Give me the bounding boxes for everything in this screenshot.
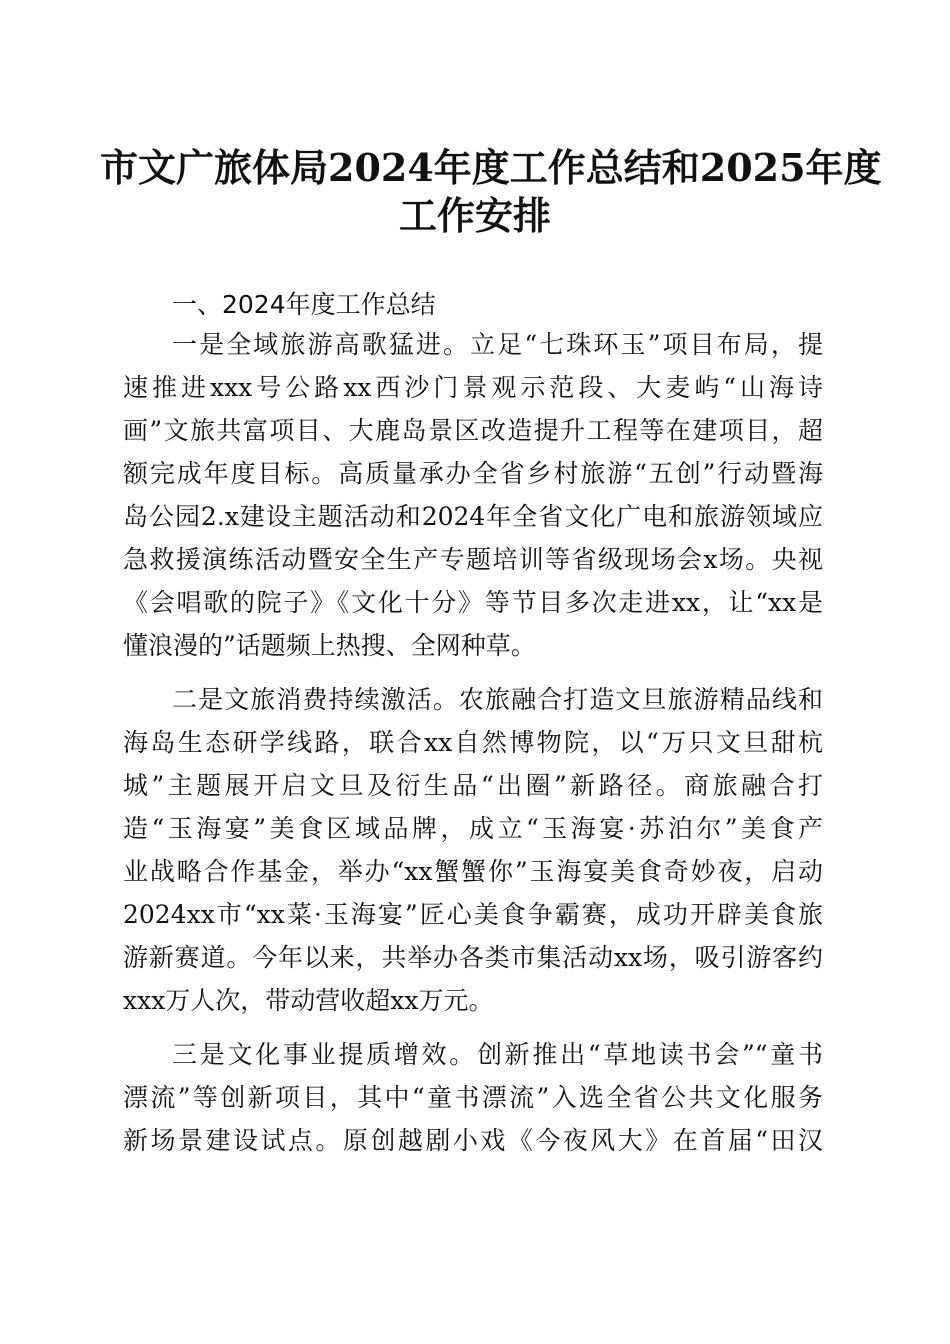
paragraph-line: 画”文旅共富项目、大鹿岛景区改造提升工程等在建项目，超	[123, 416, 823, 445]
paragraph-line: 城”主题展开启文旦及衍生品“出圈”新路径。商旅融合打	[123, 771, 823, 800]
paragraph-line: 三是文化事业提质增效。创新推出“草地读书会”“童书	[172, 1040, 823, 1069]
paragraph-line: 造“玉海宴”美食区域品牌，成立“玉海宴·苏泊尔”美食产	[123, 814, 823, 843]
paragraph-line: 岛公园2.x建设主题活动和2024年全省文化广电和旅游领域应	[123, 502, 823, 531]
paragraph-line: 速推进xxx号公路xx西沙门景观示范段、大麦屿“山海诗	[123, 373, 823, 402]
paragraph-line: 新场景建设试点。原创越剧小戏《今夜风大》在首届“田汉	[123, 1126, 823, 1155]
paragraph-line: 游新赛道。今年以来，共举办各类市集活动xx场，吸引游客约	[123, 943, 823, 972]
document-title-line-2: 工作安排	[398, 193, 551, 238]
paragraph-line: 额完成年度目标。高质量承办全省乡村旅游“五创”行动暨海	[123, 459, 823, 488]
section-heading: 一、2024年度工作总结	[172, 290, 436, 319]
paragraph-line: 急救援演练活动暨安全生产专题培训等省级现场会x场。央视	[123, 545, 823, 574]
document-title-line-1: 市文广旅体局2024年度工作总结和2025年度	[100, 145, 882, 190]
paragraph-line: 二是文旅消费持续激活。农旅融合打造文旦旅游精品线和	[172, 685, 823, 714]
paragraph-line: 业战略合作基金，举办“xx蟹蟹你”玉海宴美食奇妙夜，启动	[123, 857, 823, 886]
paragraph-line: 懂浪漫的”话题频上热搜、全网种草。	[123, 631, 536, 660]
paragraph-line: 2024xx市“xx菜·玉海宴”匠心美食争霸赛，成功开辟美食旅	[123, 900, 823, 929]
paragraph-line: 一是全域旅游高歌猛进。立足“七珠环玉”项目布局，提	[172, 330, 823, 359]
paragraph-line: 海岛生态研学线路，联合xx自然博物院，以“万只文旦甜杭	[123, 728, 823, 757]
paragraph-line: 漂流”等创新项目，其中“童书漂流”入选全省公共文化服务	[123, 1083, 823, 1112]
paragraph-line: xxx万人次，带动营收超xx万元。	[123, 986, 494, 1015]
paragraph-line: 《会唱歌的院子》《文化十分》等节目多次走进xx，让“xx是	[123, 588, 823, 617]
